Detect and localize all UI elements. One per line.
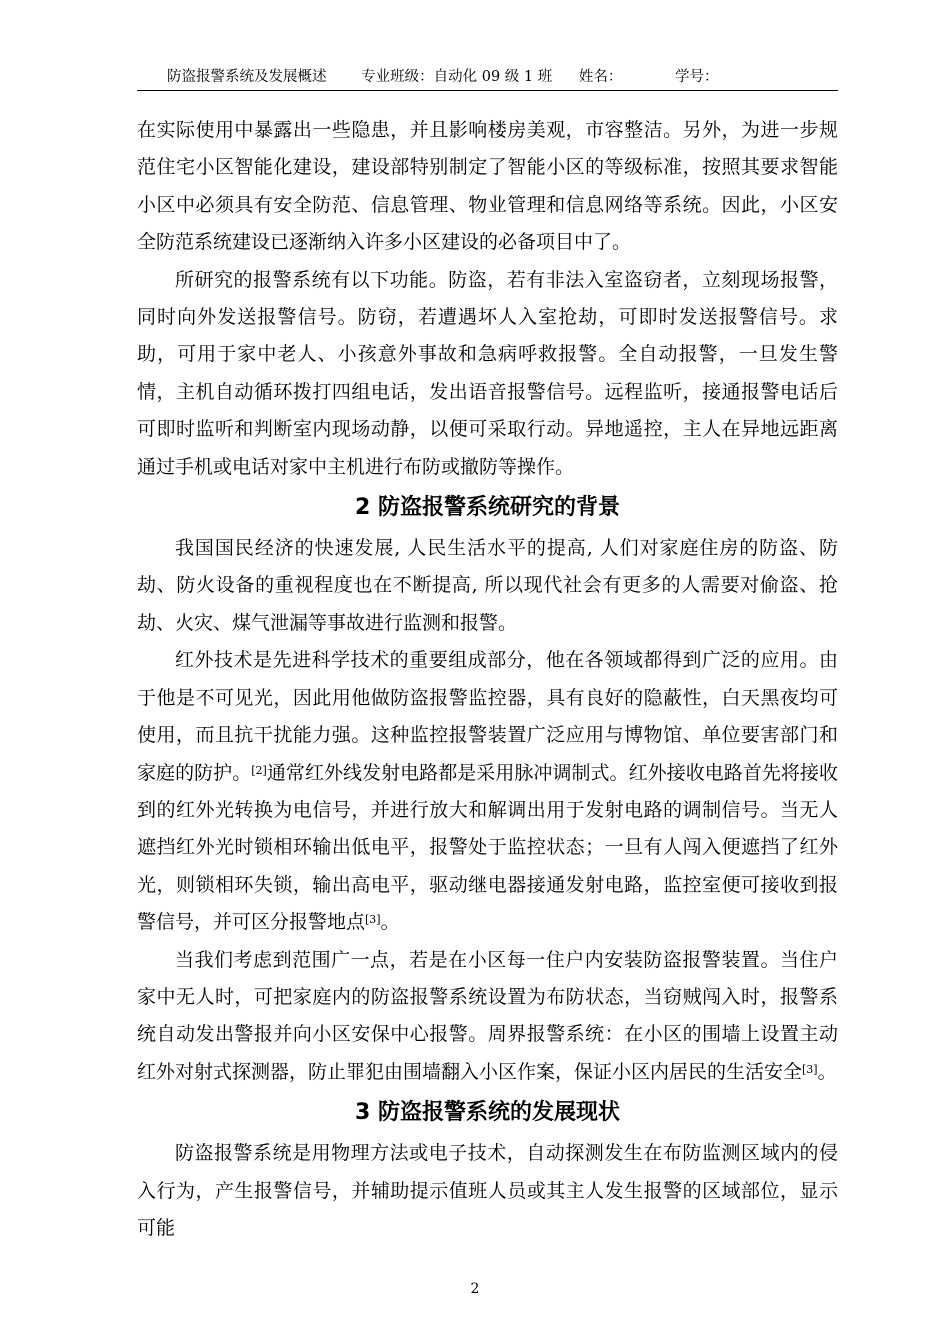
paragraph-residential-scope <box>137 942 838 1092</box>
residential-text: 当我们考虑到范围广一点，若是在小区每一住户内安装防盗报警装置。当住户家中无人时，可把家庭内的防盗报警系统设置为布防状态，当窃贼闯入时，报警系统自动发出警报并向小区安保中心报警。周界报警系统：在小区的围墙上设置主动红外对射式探测器，防止罪犯由围墙翻入小区作案，保证小区内居民的生活安全 <box>137 948 838 1083</box>
page-header <box>137 66 838 88</box>
paragraph-infrared-technology <box>137 642 838 941</box>
paragraph-continuation: 在实际使用中暴露出一些隐患，并且影响楼房美观，市容整洁。另外，为进一步规范住宅小区智能化建设，建设部特别制定了智能小区的等级标准，按照其要求智能小区中必须具有安全防范、信息管理、物业管理和信息网络等系统。因此，小区安全防范系统建设已逐渐纳入许多小区建设的必备项目中了。 <box>137 119 838 254</box>
infrared-text-part2: 通常红外线发射电路都是采用脉冲调制式。红外接收电路首先将接收到的红外光转换为电信号，并进行放大和解调出用于发射电路的调制信号。当无人遮挡红外光时锁相环输出低电平，报警处于监控状态；一旦有人闯入便遮挡了红外光，则锁相环失锁，输出高电平，驱动继电器接通发射电路，监控室便可接收到报警信号，并可区分报警地点 <box>137 761 838 934</box>
citation-3-second: [3] <box>802 1062 818 1076</box>
citation-2: [2] <box>251 763 267 777</box>
residential-text-end: 。 <box>817 1060 837 1083</box>
paragraph-economic-development: 我国国民经济的快速发展, 人民生活水平的提高, 人们对家庭住房的防盗、防劫、防火设备的重视程度也在不断提高, 所以现代社会有更多的人需要对偷盗、抢劫、火灾、煤气泄漏等事故进行监测和报警。 <box>137 537 838 634</box>
infrared-text-end: 。 <box>380 911 400 934</box>
infrared-text-part1: 红外技术是先进科学技术的重要组成部分，他在各领域都得到广泛的应用。由于他是不可见光，因此用他做防盗报警监控器，具有良好的隐蔽性，白天黑夜均可使用，而且抗干扰能力强。这种监控报警装置广泛应用与博物馆、单位要害部门和家庭的防护。 <box>137 649 838 784</box>
header-divider <box>137 90 838 91</box>
header-name-label: 姓名： <box>578 69 623 85</box>
citation-3: [3] <box>365 913 381 927</box>
section-heading-background: 2 防盗报警系统研究的背景 <box>355 495 620 521</box>
section-heading-current-status: 3 防盗报警系统的发展现状 <box>355 1100 620 1126</box>
paragraph-system-functions: 所研究的报警系统有以下功能。防盗，若有非法入室盗窃者，立刻现场报警，同时向外发送报警信号。防窃，若遭遇坏人入室抢劫，可即时发送报警信号。求助，可用于家中老人、小孩意外事故和急病呼救报警。全自动报警，一旦发生警情，主机自动循环拨打四组电话，发出语音报警信号。远程监听，接通报警电话后可即时监听和判断室内现场动静，以便可采取行动。异地遥控，主人在异地远距离通过手机或电话对家中主机进行布防或撤防等操作。 <box>137 268 838 478</box>
header-class-info: 专业班级：自动化 09 级 1 班 <box>361 69 553 85</box>
header-title: 防盗报警系统及发展概述 <box>167 69 327 85</box>
header-student-id-label: 学号： <box>674 69 719 85</box>
document-body <box>137 112 838 1247</box>
paragraph-system-definition: 防盗报警系统是用物理方法或电子技术，自动探测发生在布防监测区域内的侵入行为，产生报警信号，并辅助提示值班人员或其主人发生报警的区域部位，显示可能 <box>137 1142 838 1239</box>
page-number: 2 <box>470 1281 480 1297</box>
